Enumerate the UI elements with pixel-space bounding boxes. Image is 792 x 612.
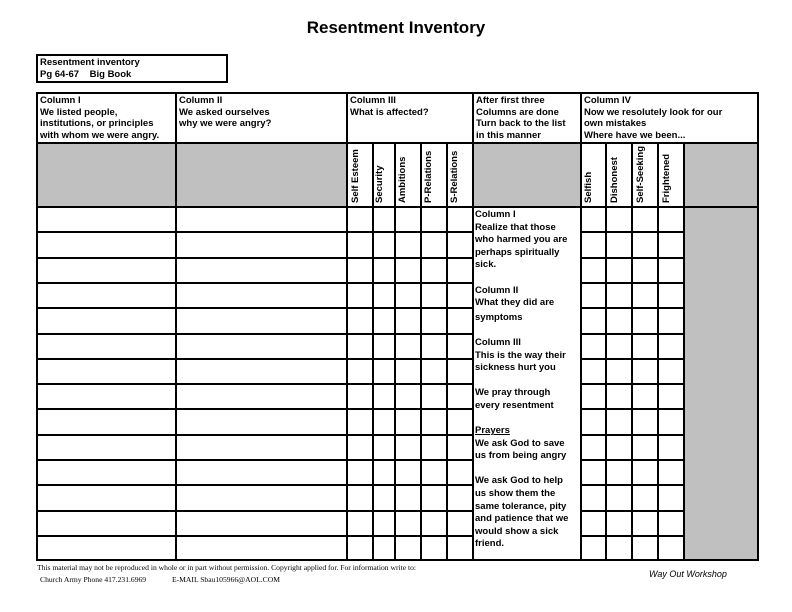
col1-line: with whom we were angry. xyxy=(40,129,160,141)
row-line xyxy=(38,459,685,461)
sub-divider xyxy=(605,142,607,559)
notes-line: What they did are xyxy=(475,297,555,309)
col4-line: Where have we been... xyxy=(584,129,686,141)
col1-header xyxy=(38,94,161,142)
sub-divider xyxy=(683,142,685,559)
row-line xyxy=(38,231,685,233)
notes-line: perhaps spiritually xyxy=(475,246,560,258)
label-selfish: Selfish xyxy=(583,171,594,203)
col-divider-1 xyxy=(175,94,177,559)
notes-line: We ask God to save xyxy=(475,437,565,449)
col2-header xyxy=(177,94,273,131)
after-line: After first three xyxy=(476,95,545,106)
notes-line: friend. xyxy=(475,538,505,550)
shade-after xyxy=(474,144,580,206)
label-s-relations: S-Relations xyxy=(449,150,460,203)
label-frightened: Frightened xyxy=(661,153,672,203)
prayers-heading-text: Prayers xyxy=(475,425,510,437)
after-line: Columns are done xyxy=(476,106,559,118)
inventory-table xyxy=(36,92,759,561)
notes-line: symptoms xyxy=(475,311,523,323)
notes-line: We pray through xyxy=(475,387,551,399)
col-divider-col4 xyxy=(580,94,582,559)
subheader-divider xyxy=(38,206,757,208)
after-header xyxy=(474,94,568,142)
row-line xyxy=(38,257,685,259)
notes-col2-heading: Column II xyxy=(475,284,519,296)
sub-divider xyxy=(420,142,422,559)
sub-divider xyxy=(446,142,448,559)
row-line xyxy=(38,484,685,486)
shade-col1 xyxy=(38,144,175,206)
col-divider-2 xyxy=(346,94,348,559)
notes-line: who harmed you are xyxy=(475,234,568,246)
reference-box xyxy=(36,54,228,83)
row-line xyxy=(38,434,685,436)
col4-line: own mistakes xyxy=(584,118,647,130)
notes-line: sickness hurt you xyxy=(475,362,556,374)
notes-col1-heading: Column I xyxy=(475,209,516,220)
contact-email: E-MAIL Sbau105966@AOL.COM xyxy=(172,575,280,584)
notes-line: us show them the xyxy=(475,488,556,500)
col2-heading: Column II xyxy=(179,95,223,106)
col3-line: What is affected? xyxy=(350,106,429,118)
notes-line: and patience that we xyxy=(475,513,569,525)
prayers-heading xyxy=(475,425,568,438)
label-self-seeking: Self-Seeking xyxy=(635,145,646,203)
workshop-name: Way Out Workshop xyxy=(649,569,727,579)
label-ambitions: Ambitions xyxy=(397,156,408,203)
after-line: Turn back to the list xyxy=(476,118,566,130)
label-p-relations: P-Relations xyxy=(423,150,434,203)
copyright-notice: This material may not be reproduced in whole or in part without permission. Copyright applied for. For information write to: xyxy=(37,563,416,572)
col1-line: We listed people, xyxy=(40,106,118,118)
row-line xyxy=(38,408,685,410)
row-line xyxy=(38,383,685,385)
notes-line: We ask God to help xyxy=(475,475,563,487)
row-line xyxy=(38,358,685,360)
sub-divider xyxy=(631,142,633,559)
notes-line: Realize that those xyxy=(475,221,556,233)
label-security: Security xyxy=(374,165,385,203)
col2-line: We asked ourselves xyxy=(179,106,270,118)
notes-line: This is the way their xyxy=(475,349,566,361)
col1-line: institutions, or principles xyxy=(40,118,154,130)
row-line xyxy=(38,510,685,512)
col2-line: why we were angry? xyxy=(179,118,272,130)
reference-line-2: Pg 64-67 Big Book xyxy=(40,68,132,80)
contact-phone: Church Army Phone 417.231.6969 xyxy=(40,575,147,584)
notes-line: every resentment xyxy=(475,399,554,411)
sub-divider xyxy=(657,142,659,559)
after-line: in this manner xyxy=(476,129,541,141)
reference-line-1: Resentment inventory xyxy=(40,57,140,68)
row-line xyxy=(38,282,685,284)
col3-header xyxy=(348,94,431,119)
row-line xyxy=(38,307,685,309)
col4-line: Now we resolutely look for our xyxy=(584,106,723,118)
label-self-esteem: Self Esteem xyxy=(350,149,361,203)
notes-line: would show a sick xyxy=(475,525,559,537)
col4-header xyxy=(582,94,724,142)
sub-divider xyxy=(394,142,396,559)
notes-col3-heading: Column III xyxy=(475,336,521,348)
page-title: Resentment Inventory xyxy=(306,18,486,37)
notes-line: same tolerance, pity xyxy=(475,500,567,512)
instructions-notes xyxy=(475,209,568,551)
sub-divider xyxy=(372,142,374,559)
row-line xyxy=(38,535,685,537)
header-divider xyxy=(38,142,757,144)
col3-heading: Column III xyxy=(350,95,396,106)
row-line xyxy=(38,333,685,335)
col1-heading: Column I xyxy=(40,95,81,106)
notes-line: us from being angry xyxy=(475,450,567,462)
shade-col2 xyxy=(177,144,346,206)
label-dishonest: Dishonest xyxy=(609,157,620,203)
col4-heading: Column IV xyxy=(584,95,631,106)
notes-line: sick. xyxy=(475,259,497,271)
contact-info xyxy=(40,575,280,584)
